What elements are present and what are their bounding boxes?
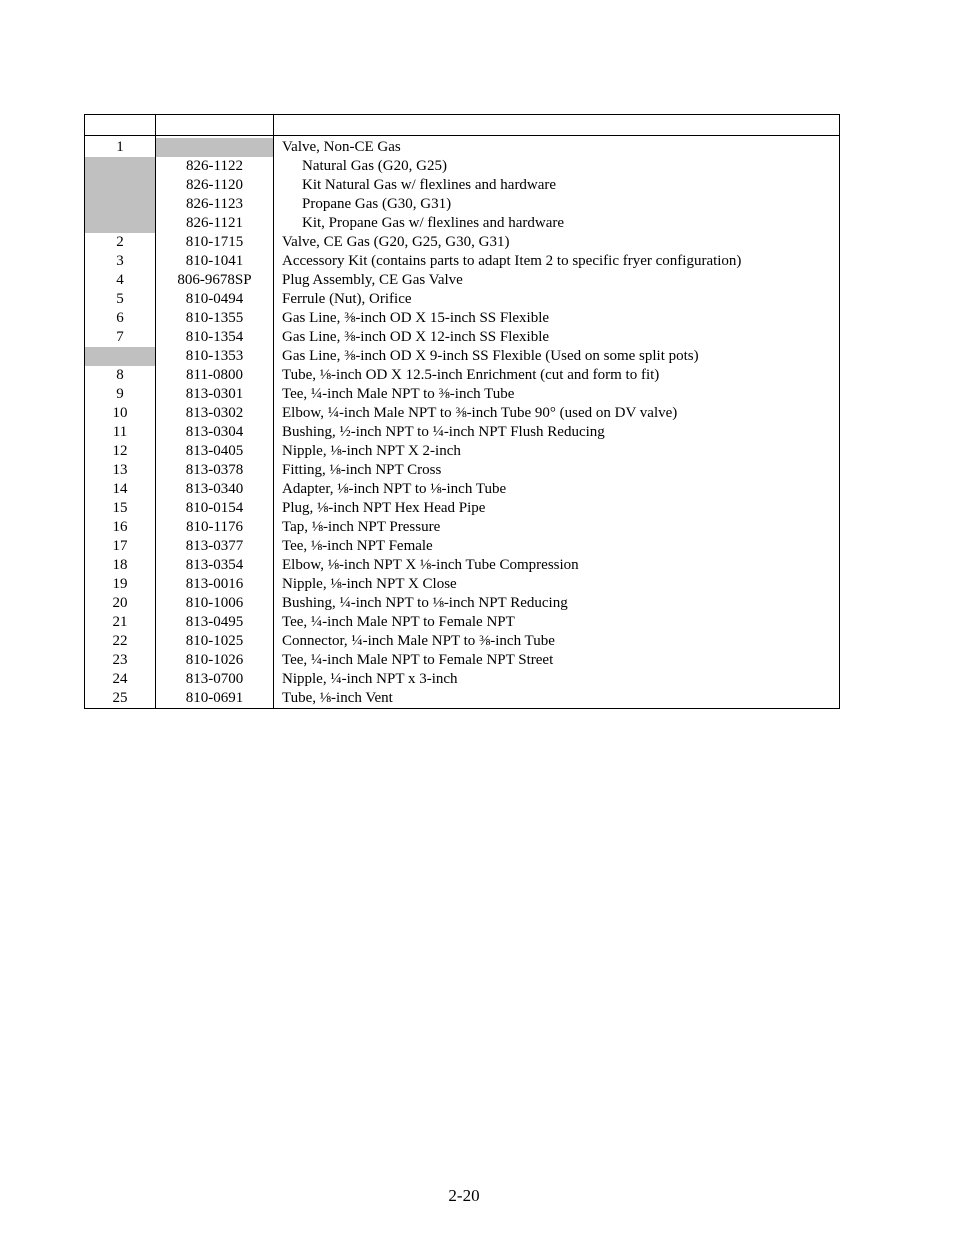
table-row [85,195,840,214]
description-cell: Bushing, ¼-inch NPT to ⅛-inch NPT Reducing [282,595,568,611]
table-row [85,613,840,632]
description-cell: Ferrule (Nut), Orifice [282,291,412,307]
table-row [85,233,840,252]
description-cell: Elbow, ¼-inch Male NPT to ⅜-inch Tube 90° (used on DV valve) [282,405,678,421]
item-number-cell [85,195,156,214]
item-number-cell: 1 [85,138,156,157]
item-number-cell: 24 [85,670,156,689]
table-row [85,518,840,537]
description-cell: Tee, ¼-inch Male NPT to Female NPT [282,614,515,630]
item-number-cell: 11 [85,423,156,442]
part-number-cell: 813-0405 [156,442,274,461]
page-number: 2-20 [448,1186,480,1205]
table-row [85,138,840,157]
table-row [85,309,840,328]
header-item-cell [85,115,156,136]
item-number-cell: 15 [85,499,156,518]
part-number-cell: 826-1123 [156,195,274,214]
part-number-cell: 810-0691 [156,689,274,709]
description-cell: Gas Line, ⅜-inch OD X 12-inch SS Flexible [282,329,550,345]
part-number-cell: 810-1041 [156,252,274,271]
part-number-cell: 826-1121 [156,214,274,233]
item-number-cell: 12 [85,442,156,461]
part-number-cell: 810-1176 [156,518,274,537]
item-number-cell: 2 [85,233,156,252]
description-cell: Natural Gas (G20, G25) [302,158,447,174]
description-cell: Bushing, ½-inch NPT to ¼-inch NPT Flush Reducing [282,424,605,440]
part-number-cell: 813-0302 [156,404,274,423]
description-cell: Valve, Non-CE Gas [282,139,401,155]
table-row [85,461,840,480]
item-number-cell: 18 [85,556,156,575]
table-row [85,575,840,594]
description-cell: Kit, Propane Gas w/ flexlines and hardware [302,215,565,231]
parts-table [84,114,840,709]
part-number-cell: 813-0378 [156,461,274,480]
part-number-cell: 810-1715 [156,233,274,252]
description-cell: Fitting, ⅛-inch NPT Cross [282,462,442,478]
item-number-cell [85,176,156,195]
table-row [85,651,840,670]
description-cell: Elbow, ⅛-inch NPT X ⅛-inch Tube Compression [282,557,579,573]
item-number-cell: 20 [85,594,156,613]
part-number-cell: 810-1006 [156,594,274,613]
description-cell: Tube, ⅛-inch OD X 12.5-inch Enrichment (cut and form to fit) [282,367,660,383]
table-row [85,366,840,385]
part-number-cell: 813-0377 [156,537,274,556]
table-row [85,670,840,689]
description-cell: Tee, ⅛-inch NPT Female [282,538,433,554]
part-number-cell: 810-1354 [156,328,274,347]
description-cell: Nipple, ⅛-inch NPT X Close [282,576,457,592]
part-number-cell: 811-0800 [156,366,274,385]
description-cell: Tube, ⅛-inch Vent [282,690,393,706]
description-cell: Nipple, ¼-inch NPT x 3-inch [282,671,458,687]
part-number-cell: 813-0700 [156,670,274,689]
item-number-cell: 21 [85,613,156,632]
item-number-cell [85,157,156,176]
table-row [85,423,840,442]
part-number-cell: 813-0354 [156,556,274,575]
description-cell: Plug, ⅛-inch NPT Hex Head Pipe [282,500,486,516]
description-cell: Nipple, ⅛-inch NPT X 2-inch [282,443,461,459]
description-cell: Tee, ¼-inch Male NPT to Female NPT Street [282,652,554,668]
item-number-cell: 9 [85,385,156,404]
table-row [85,594,840,613]
item-number-cell: 25 [85,689,156,709]
table-header-row [85,115,840,136]
part-number-cell: 810-1353 [156,347,274,366]
part-number-cell: 806-9678SP [156,271,274,290]
part-number-cell: 826-1120 [156,176,274,195]
part-number-cell: 810-0494 [156,290,274,309]
item-number-cell [85,214,156,233]
part-number-cell: 810-1025 [156,632,274,651]
part-number-cell: 810-0154 [156,499,274,518]
item-number-cell: 14 [85,480,156,499]
item-number-cell: 3 [85,252,156,271]
table-row [85,499,840,518]
table-row [85,385,840,404]
item-number-cell: 19 [85,575,156,594]
description-cell: Connector, ¼-inch Male NPT to ⅜-inch Tube [282,633,555,649]
table-row [85,290,840,309]
part-number-cell: 826-1122 [156,157,274,176]
part-number-cell [156,138,274,157]
item-number-cell: 22 [85,632,156,651]
description-cell: Propane Gas (G30, G31) [302,196,452,212]
part-number-cell: 810-1355 [156,309,274,328]
item-number-cell: 6 [85,309,156,328]
item-number-cell: 7 [85,328,156,347]
table-row [85,347,840,366]
description-cell: Tap, ⅛-inch NPT Pressure [282,519,441,535]
header-description-cell [274,115,840,136]
item-number-cell: 5 [85,290,156,309]
part-number-cell: 813-0304 [156,423,274,442]
description-cell: Gas Line, ⅜-inch OD X 15-inch SS Flexible [282,310,550,326]
table-row [85,480,840,499]
item-number-cell: 13 [85,461,156,480]
table-row [85,556,840,575]
table-row [85,689,840,709]
item-number-cell [85,347,156,366]
table-row [85,157,840,176]
table-row [85,537,840,556]
description-cell: Adapter, ⅛-inch NPT to ⅛-inch Tube [282,481,507,497]
item-number-cell: 4 [85,271,156,290]
table-row [85,214,840,233]
table-row [85,271,840,290]
part-number-cell: 813-0495 [156,613,274,632]
table-row [85,328,840,347]
part-number-cell: 810-1026 [156,651,274,670]
description-cell: Accessory Kit (contains parts to adapt Item 2 to specific fryer configuration) [282,253,742,269]
table-row [85,442,840,461]
table-row [85,404,840,423]
description-cell: Kit Natural Gas w/ flexlines and hardware [302,177,557,193]
item-number-cell: 17 [85,537,156,556]
item-number-cell: 16 [85,518,156,537]
item-number-cell: 10 [85,404,156,423]
table-row [85,632,840,651]
description-cell: Plug Assembly, CE Gas Valve [282,272,463,288]
table-row [85,176,840,195]
description-cell: Gas Line, ⅜-inch OD X 9-inch SS Flexible (Used on some split pots) [282,348,699,364]
description-cell: Tee, ¼-inch Male NPT to ⅜-inch Tube [282,386,515,402]
table-row [85,252,840,271]
part-number-cell: 813-0016 [156,575,274,594]
part-number-cell: 813-0340 [156,480,274,499]
header-part-cell [156,115,274,136]
description-cell: Valve, CE Gas (G20, G25, G30, G31) [282,234,510,250]
item-number-cell: 23 [85,651,156,670]
part-number-cell: 813-0301 [156,385,274,404]
item-number-cell: 8 [85,366,156,385]
